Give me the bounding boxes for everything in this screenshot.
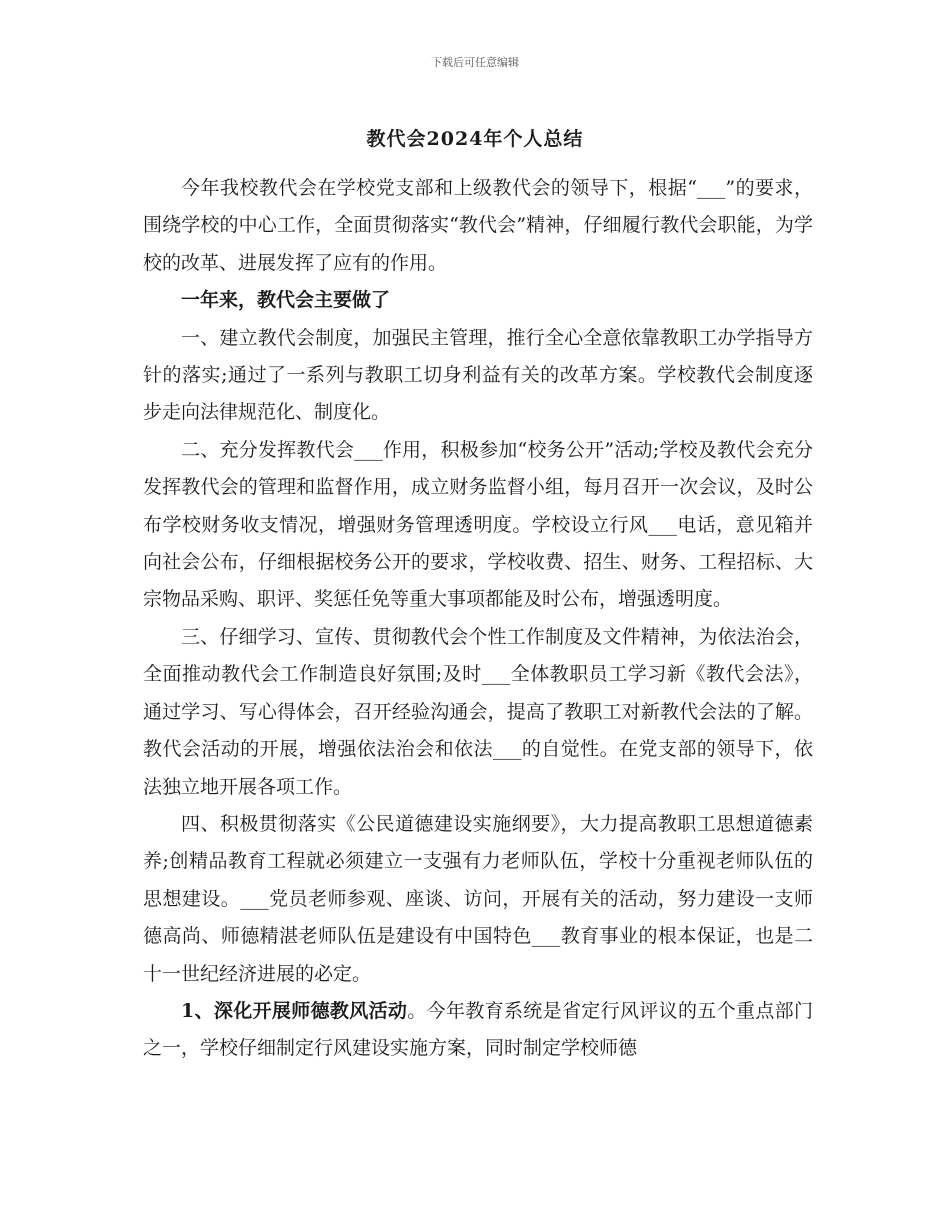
subitem-1-lead: 1、深化开展师德教风活动: [181, 999, 408, 1022]
paragraph-item-1: 一、建立教代会制度，加强民主管理，推行全心全意依靠教职工办学指导方针的落实;通过了一系列与教职工切身利益有关的改革方案。学校教代会制度逐步走向法律规范化、制度化。: [143, 326, 813, 424]
paragraph-heading: 一年来，教代会主要做了: [181, 289, 391, 312]
document-title: 教代会2024年个人总结: [366, 128, 584, 150]
paragraph-item-3: 三、仔细学习、宣传、贯彻教代会个性工作制度及文件精神，为依法治会，全面推动教代会工作制造良好氛围;及时___全体教职员工学习新《教代会法》，通过学习、写心得体会，召开经验沟通会，提高了教职工对新教代会法的了解。教代会活动的开展，增强依法治会和依法___的自觉性。在党支部的领导下，依法独立地开展各项工作。: [143, 625, 813, 798]
paragraph-item-2: 二、充分发挥教代会___作用，积极参加“校务公开”活动;学校及教代会充分发挥教代会的管理和监督作用，成立财务监督小组，每月召开一次会议，及时公布学校财务收支情况，增强财务管理透明度。学校设立行风___电话，意见箱并向社会公布，仔细根据校务公开的要求，学校收费、招生、财务、工程招标、大宗物品采购、职评、奖惩任免等重大事项都能及时公布，增强透明度。: [143, 438, 813, 611]
document-body: [143, 170, 813, 1068]
paragraph-subitem-1: [143, 993, 813, 1068]
subitem-1-text: 。今年教育系统是省定行风评议的五个重点部门之一，学校仔细制定行风建设实施方案，同时制定学校师德: [143, 999, 813, 1060]
header-note: 下载后可任意编辑: [431, 56, 519, 69]
paragraph-item-4: 四、积极贯彻落实《公民道德建设实施纲要》，大力提高教职工思想道德素养;创精品教育工程就必须建立一支强有力老师队伍，学校十分重视老师队伍的思想建设。___党员老师参观、座谈、访问，开展有关的活动，努力建设一支师德高尚、师德精湛老师队伍是建设有中国特色___教育事业的根本保证，也是二十一世纪经济进展的必定。: [143, 812, 813, 985]
paragraph-intro: 今年我校教代会在学校党支部和上级教代会的领导下，根据“___”的要求，围绕学校的中心工作，全面贯彻落实“教代会”精神，仔细履行教代会职能，为学校的改革、进展发挥了应有的作用。: [143, 177, 813, 274]
